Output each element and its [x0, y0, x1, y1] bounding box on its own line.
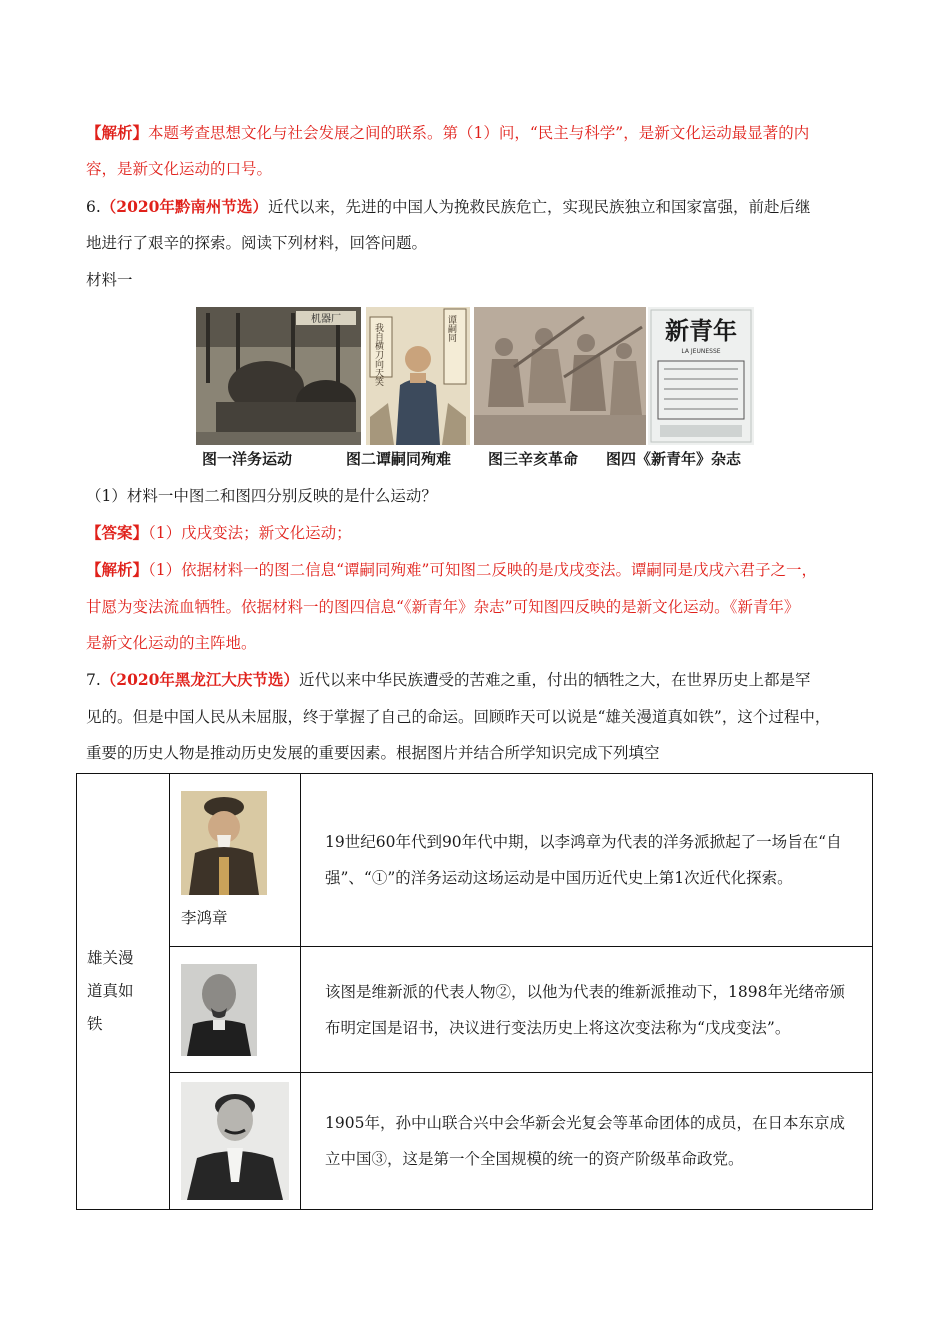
- tan-sitong-illustration: [366, 307, 470, 445]
- answer-tag: 【答案】: [86, 523, 149, 542]
- question-7-line-3: 重要的历史人物是推动历史发展的重要因素。根据图片并结合所学知识完成下列填空: [86, 744, 660, 762]
- li-hongzhang-portrait: [181, 791, 267, 895]
- new-youth-magazine-cover: [648, 307, 754, 445]
- analysis-tag: 【解析】: [86, 560, 149, 579]
- question-source: （2020年黑龙江大庆节选）: [100, 670, 299, 689]
- question-7-line-1: 7.（2020年黑龙江大庆节选）近代以来中华民族遭受的苦难之重，付出的牺牲之大，在世界历史上都是罕: [86, 670, 811, 689]
- analysis-tag: 【解析】: [86, 123, 149, 142]
- question-7-line-2: 见的。但是中国人民从未屈服，终于掌握了自己的命运。回顾昨天可以说是“雄关漫道真如铁”，这个过程中，: [86, 708, 831, 726]
- answer-line: 【答案】（1）戊戌变法；新文化运动；: [86, 523, 352, 542]
- caption-figure-2: 图二谭嗣同殉难: [346, 450, 452, 468]
- description-text: 1905年，孙中山联合兴中会华新会光复会等革命团体的成员，在日本东京成 立中国③，这是第一个全国规模的统一的资产阶级革命政党。: [325, 1114, 845, 1168]
- analysis-5-line-1: 【解析】本题考查思想文化与社会发展之间的联系。第（1）问，“民主与科学”，是新文化运动最显著的内: [86, 123, 810, 142]
- analysis-6-line-3: 是新文化运动的主阵地。: [86, 634, 257, 652]
- historical-figures-table: [76, 773, 873, 1210]
- description-text: 19世纪60年代到90年代中期，以李鸿章为代表的洋务派掀起了一场旨在“自 强”、“①”的洋务运动这场运动是中国历近代史上第1次近代化探索。: [325, 833, 842, 887]
- question-number: 7.: [86, 671, 101, 689]
- caption-figure-1: 图一洋务运动: [202, 450, 293, 468]
- magazine-subtitle: LA JEUNESSE: [681, 348, 721, 355]
- factory-photo: [196, 307, 361, 445]
- factory-plaque-text: 机器厂: [311, 314, 341, 325]
- analysis-5-line-2: 容，是新文化运动的口号。: [86, 160, 273, 178]
- portrait-cell: [170, 947, 301, 1073]
- banner-text-1: 我自横刀向天笑: [375, 324, 385, 388]
- caption-figure-4: 图四《新青年》杂志: [606, 450, 742, 468]
- portrait-caption: 李鸿章: [181, 909, 228, 927]
- description-cell: [301, 947, 873, 1073]
- description-cell: [301, 774, 873, 947]
- kang-youwei-portrait: [181, 964, 257, 1056]
- analysis-6-line-2: 甘愿为变法流血牺牲。依据材料一的图四信息“《新青年》杂志”可知图四反映的是新文化运动。《新青年》: [86, 598, 800, 616]
- caption-figure-3: 图三辛亥革命: [488, 450, 579, 468]
- analysis-6-line-1: 【解析】（1）依据材料一的图二信息“谭嗣同殉难”可知图二反映的是戊戌变法。谭嗣同是戊戌六君子之一，: [86, 560, 817, 579]
- table-row: [77, 1073, 873, 1210]
- magazine-title: 新青年: [665, 317, 737, 345]
- description-text: 该图是维新派的代表人物②，以他为代表的维新派推动下，1898年光绪帝颁 布明定国是诏书，决议进行变法历史上将这次变法称为“戊戌变法”。: [325, 982, 845, 1037]
- question-source: （2020年黔南州节选）: [100, 197, 268, 216]
- sub-question: （1）材料一中图二和图四分别反映的是什么运动？: [86, 487, 437, 505]
- table-row: [77, 947, 873, 1073]
- description-cell: [301, 1073, 873, 1210]
- material-image-strip: [196, 307, 754, 467]
- table-row: [77, 774, 873, 947]
- banner-text-2: 谭嗣同: [448, 316, 458, 344]
- portrait-cell: [170, 774, 301, 947]
- question-6-line-1: 6.（2020年黔南州节选）近代以来，先进的中国人为挽救民族危亡，实现民族独立和国家富强，前赴后继: [86, 197, 811, 216]
- material-label: 材料一: [86, 271, 133, 289]
- xinhai-revolution-relief: [474, 307, 646, 445]
- question-6-line-2: 地进行了艰辛的探索。阅读下列材料，回答问题。: [86, 234, 428, 252]
- question-number: 6.: [86, 198, 101, 216]
- portrait-cell: [170, 1073, 301, 1210]
- table-left-label: 雄关漫 道真如 铁: [77, 774, 170, 1210]
- sun-yatsen-portrait: [181, 1082, 289, 1200]
